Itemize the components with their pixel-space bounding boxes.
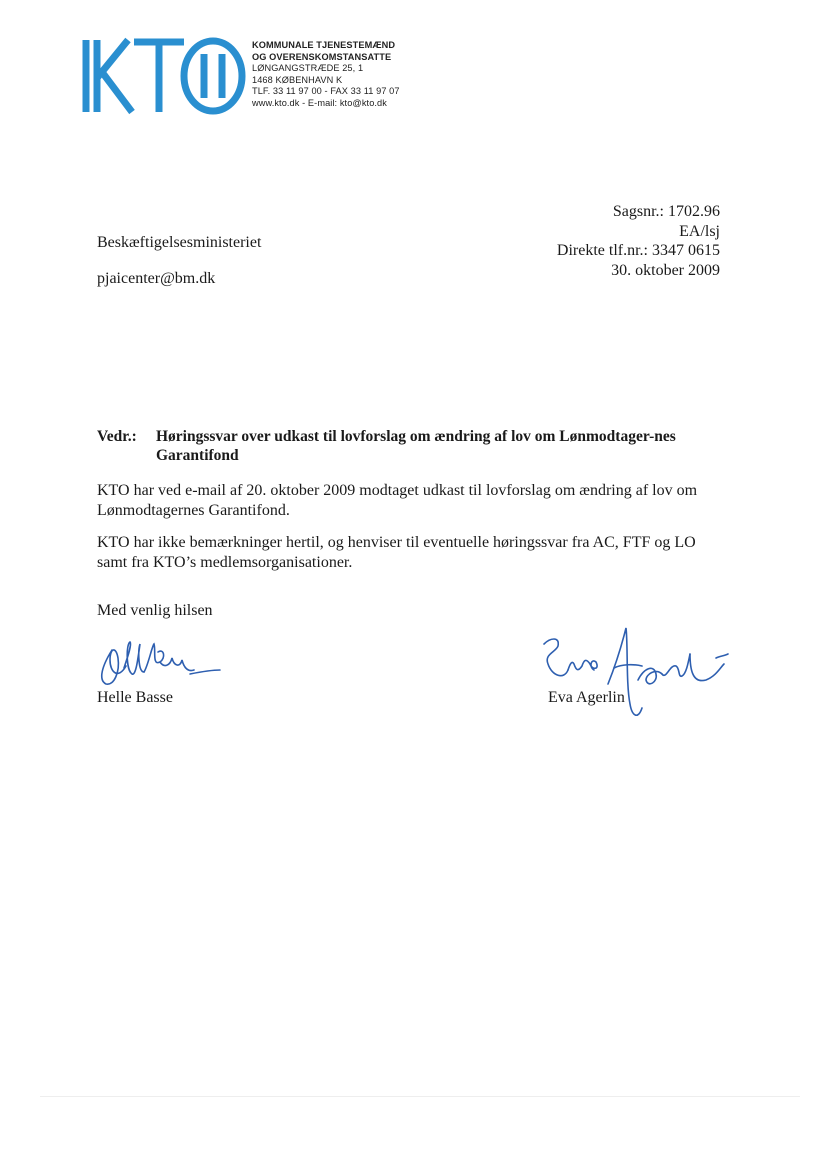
direct-phone: Direkte tlf.nr.: 3347 0615 [556, 242, 720, 259]
web-email: www.kto.dk - E-mail: kto@kto.dk [252, 97, 387, 108]
scan-edge-line [40, 1096, 800, 1097]
phone-fax: TLF. 33 11 97 00 - FAX 33 11 97 07 [252, 86, 400, 97]
signature-eva-agerlin [530, 624, 730, 724]
letter-date: 30. oktober 2009 [611, 261, 720, 279]
body-paragraph-2: KTO har ikke bemærkninger hertil, og henviser til eventuelle høringssvar fra AC, FTF og LO samt fra KTO’s medlemsorganisationer. [97, 534, 696, 571]
letterhead-address [252, 40, 400, 110]
street-address: LØNGANGSTRÆDE 25, 1 [252, 63, 364, 74]
case-metadata [460, 202, 720, 280]
subject-label: Vedr.: [97, 428, 137, 445]
signature-helle-basse [94, 636, 224, 694]
subject-text: Høringssvar over udkast til lovforslag om ændring af lov om Lønmodtager-nes Garantifond [156, 428, 676, 464]
case-number: Sagsnr.: 1702.96 [612, 203, 720, 220]
signatory-right-name: Eva Agerlin [548, 689, 625, 706]
recipient-name: Beskæftigelsesministeriet [97, 234, 262, 251]
initials: EA/lsj [679, 222, 720, 240]
postal-address: 1468 KØBENHAVN K [252, 74, 343, 85]
org-name-line1: KOMMUNALE TJENESTEMÆND [252, 40, 396, 50]
recipient-email: pjaicenter@bm.dk [97, 270, 216, 287]
body-paragraph-1: KTO har ved e-mail af 20. oktober 2009 modtaget udkast til lovforslag om ændring af lov om Lønmodtagernes Garantifond. [97, 482, 698, 519]
kto-logo [80, 36, 248, 116]
subject-line [97, 427, 737, 465]
closing-greeting: Med venlig hilsen [97, 602, 213, 619]
org-name-line2: OG OVERENSKOMSTANSATTE [252, 51, 392, 62]
signatory-left-name: Helle Basse [97, 689, 173, 706]
